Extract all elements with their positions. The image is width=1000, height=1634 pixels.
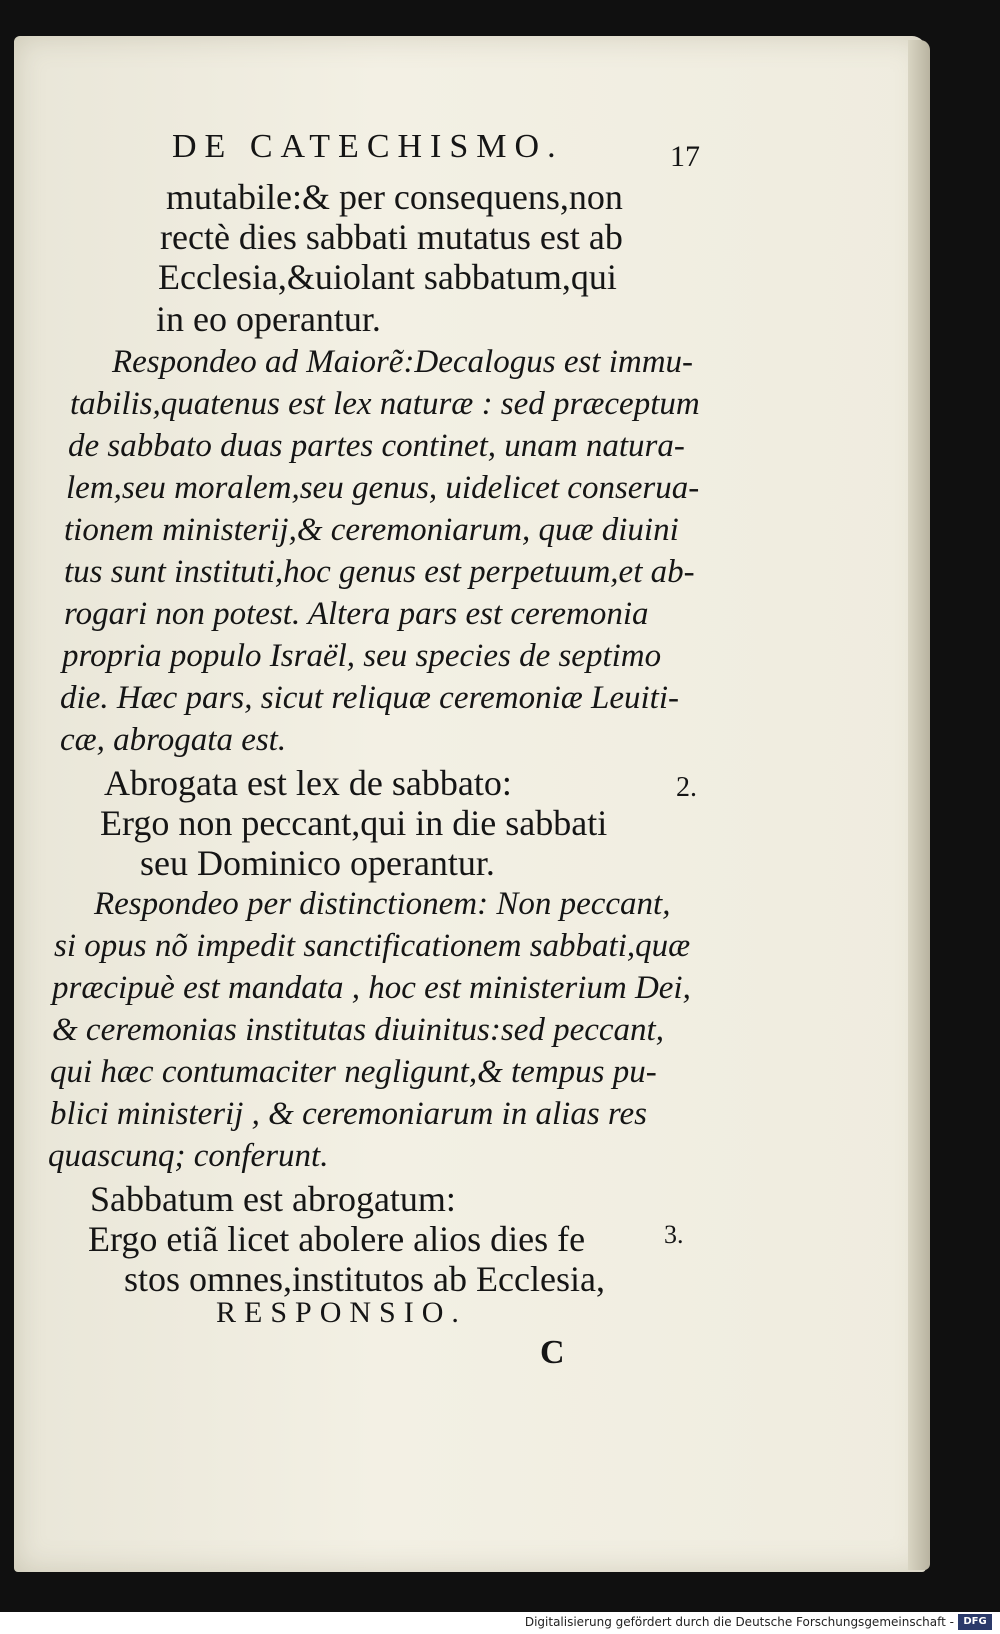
- text-line: seu Dominico operantur.: [140, 843, 495, 883]
- text-line: qui hæc contumaciter negligunt,& tempus pu-: [50, 1054, 657, 1090]
- text-line: cæ, abrogata est.: [60, 722, 287, 758]
- text-line: lem,seu moralem,seu genus, uidelicet conserua-: [66, 470, 700, 506]
- text-line: tabilis,quatenus est lex naturæ : sed præceptum: [70, 386, 700, 422]
- page-number: 17: [670, 140, 700, 173]
- text-line: Ergo etiã licet abolere alios dies fe: [88, 1219, 586, 1259]
- signature-mark: C: [540, 1334, 565, 1371]
- text-line: propria populo Israël, seu species de septimo: [62, 638, 662, 674]
- text-line: quascunq; conferunt.: [48, 1138, 329, 1174]
- margin-number: 3.: [664, 1220, 684, 1249]
- text-line: tionem ministerij,& ceremoniarum, quæ diuini: [64, 512, 679, 548]
- text-line: Ecclesia,&uiolant sabbatum,qui: [158, 257, 617, 297]
- text-line: præcipuè est mandata , hoc est ministerium Dei,: [52, 970, 691, 1006]
- text-line: Ergo non peccant,qui in die sabbati: [100, 803, 608, 843]
- text-line: si opus nõ impedit sanctificationem sabbati,quæ: [54, 928, 691, 964]
- footer-credit: Digitalisierung gefördert durch die Deutsche Forschungsgemeinschaft -: [524, 1615, 954, 1629]
- text-line: Abrogata est lex de sabbato:: [104, 763, 512, 803]
- text-line: & ceremonias institutas diuinitus:sed peccant,: [52, 1012, 664, 1048]
- text-line: mutabile:& per consequens,non: [166, 177, 623, 217]
- catchword: RESPONSIO.: [216, 1296, 467, 1329]
- text-line: blici ministerij , & ceremoniarum in alias res: [50, 1096, 648, 1132]
- page-edge: [908, 40, 930, 1570]
- text-line: die. Hæc pars, sicut reliquæ ceremoniæ Leuiti-: [60, 680, 679, 716]
- running-title: DE CATECHISMO.: [172, 128, 564, 165]
- text-line: stos omnes,institutos ab Ecclesia,: [124, 1259, 605, 1299]
- dfg-logo: DFG: [958, 1614, 992, 1630]
- text-line: Respondeo ad Maiorẽ:Decalogus est immu-: [112, 344, 694, 380]
- text-line: tus sunt instituti,hoc genus est perpetuum,et ab-: [64, 554, 695, 590]
- text-line: Respondeo per distinctionem: Non peccant,: [94, 886, 671, 922]
- text-line: in eo operantur.: [156, 299, 381, 339]
- margin-number: 2.: [676, 772, 697, 803]
- text-line: rogari non potest. Altera pars est ceremonia: [64, 596, 649, 632]
- text-line: Sabbatum est abrogatum:: [90, 1179, 456, 1219]
- text-line: rectè dies sabbati mutatus est ab: [160, 217, 623, 257]
- text-line: de sabbato duas partes continet, unam natura-: [68, 428, 685, 464]
